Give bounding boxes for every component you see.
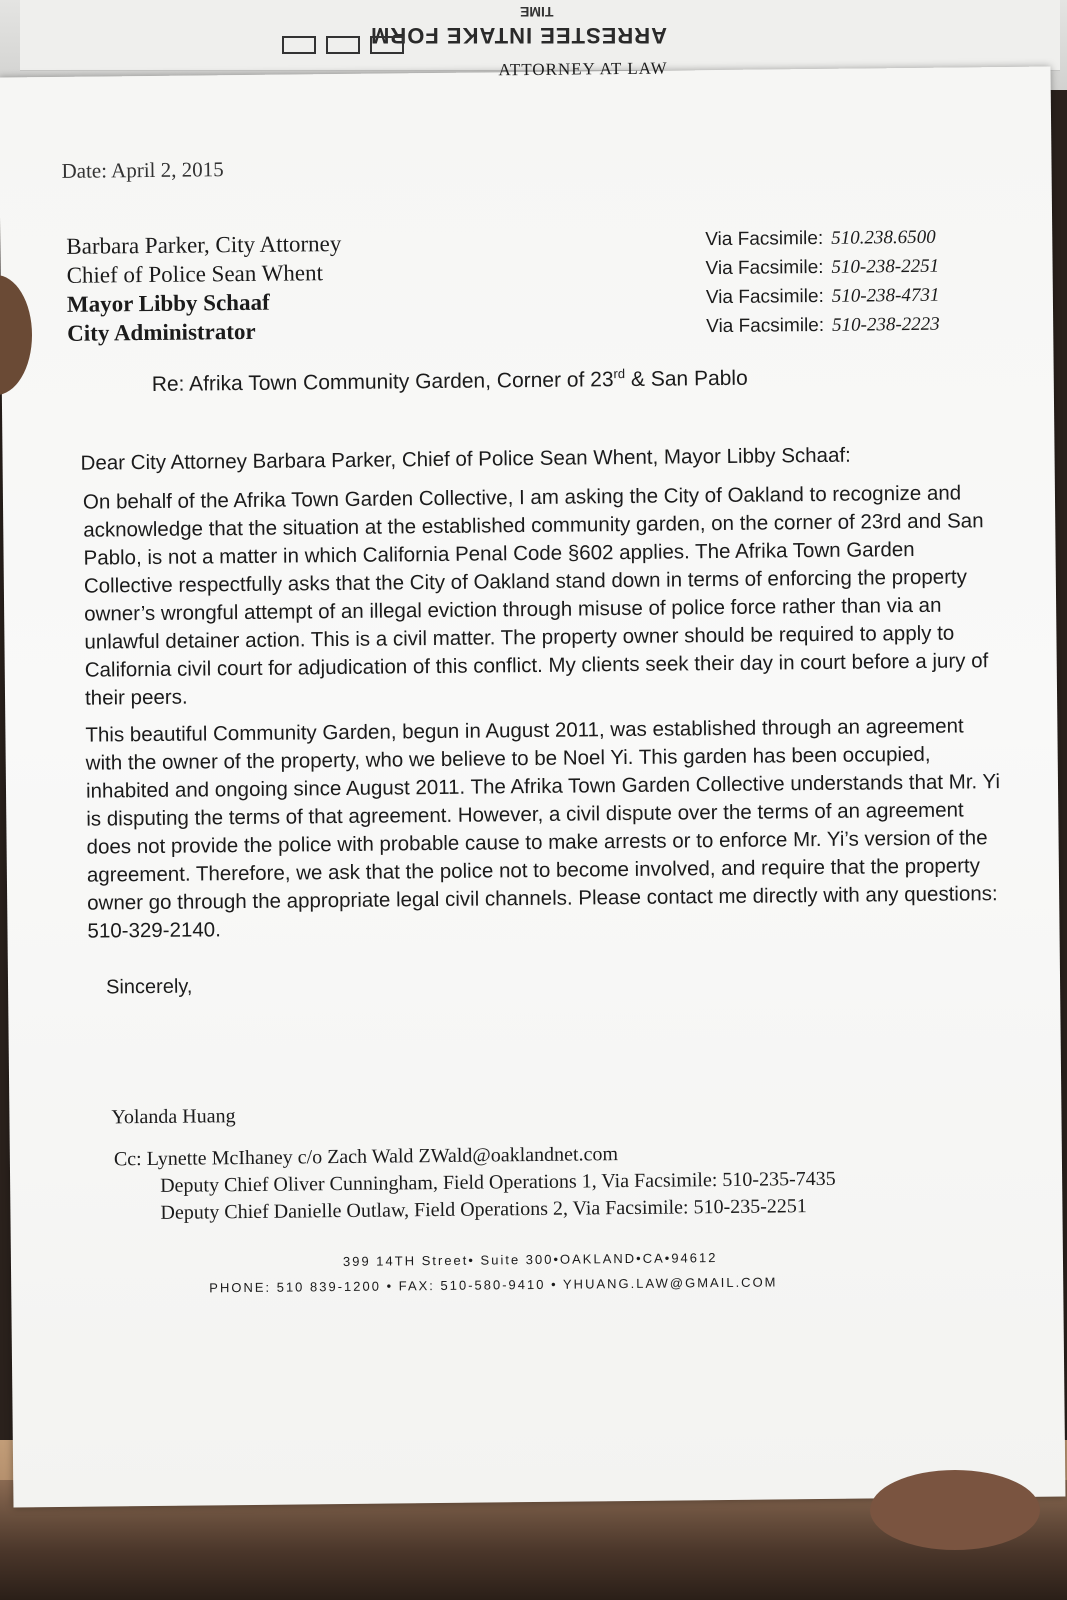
fax-number: 510-238-2251 (831, 255, 940, 278)
recipient-name: Barbara Parker, City Attorney (66, 230, 342, 259)
body-paragraph-2: This beautiful Community Garden, begun in August 2011, was established through an agreement with the owner of the property, who we believe to be Noel Yi. This garden has been occupied, inhabited and ongoing since August 2011. The Afrika Town Garden Collective understands that Mr. Yi is disputing the terms of that agreement. However, a civil dispute over the terms of an agreement does not provide the police with probable cause to make arrests or to enforce Mr. Yi’s version of the agreement. Therefore, we ask that the police not to become involved, and require that the property owner go through the appropriate legal civil channels. Please contact me directly with any questions: 510-329-2140. (85, 714, 1001, 943)
fax-label: Via Facsimile: (705, 256, 824, 280)
cc-line: Cc: Lynette McIhaney c/o Zach Wald ZWald@oaklandnet.com (113, 1143, 619, 1171)
closing: Sincerely, (105, 975, 193, 999)
salutation: Dear City Attorney Barbara Parker, Chief of Police Sean Whent, Mayor Libby Schaaf: (80, 443, 851, 475)
holding-thumb (870, 1470, 1040, 1550)
footer-address: 399 14TH Street• Suite 300•OAKLAND•CA•94612 (342, 1250, 718, 1270)
cc-line: Deputy Chief Oliver Cunningham, Field Operations 1, Via Facsimile: 510-235-7435 (160, 1167, 836, 1197)
fax-number: 510-238-2223 (831, 313, 940, 336)
mirrored-time-label: TIME (520, 4, 554, 20)
fax-row (705, 223, 939, 254)
letterhead-title: ATTORNEY AT LAW (498, 58, 668, 80)
mirrored-form-title: ARRESTEE INTAKE FORM (370, 23, 668, 48)
body-paragraph-1: On behalf of the Afrika Town Garden Collective, I am asking the City of Oakland to recognize and acknowledge that the situation at the established community garden, on the corner of 23rd and San Pablo, is not a matter in which California Penal Code §602 applies. The Afrika Town Garden Collective respectfully asks that the City of Oakland stand down in terms of enforcing the property owner’s wrongful attempt of an illegal eviction through misuse of police force rather than via an unlawful detainer action. This is a civil matter. The property owner should be required to apply to California civil court for adjudication of this conflict. My clients seek their day in court before a jury of their peers. (82, 481, 989, 710)
form-checkbox (370, 36, 404, 54)
fax-label: Via Facsimile: (706, 314, 825, 338)
signer-name: Yolanda Huang (111, 1105, 236, 1129)
cc-line: Deputy Chief Danielle Outlaw, Field Operations 2, Via Facsimile: 510-235-2251 (160, 1195, 807, 1224)
form-checkbox (282, 36, 316, 54)
letter-page (0, 58, 1065, 1508)
fax-number: 510-238-4731 (831, 284, 940, 307)
fax-label: Via Facsimile: (705, 285, 824, 309)
fax-row (706, 310, 940, 341)
subject-superscript: rd (613, 366, 626, 382)
letter-date: Date: April 2, 2015 (61, 157, 224, 183)
subject-line (152, 365, 748, 397)
subject-suffix: & San Pablo (625, 366, 748, 392)
fax-row (705, 252, 939, 283)
recipient-name: Mayor Libby Schaaf (66, 289, 270, 317)
footer-contact: PHONE: 510 839-1200 • FAX: 510-580-9410 • YHUANG.LAW@GMAIL.COM (209, 1274, 778, 1296)
recipient-name: City Administrator (67, 318, 256, 346)
fax-number: 510.238.6500 (831, 226, 936, 249)
fax-list (705, 223, 940, 341)
recipient-name: Chief of Police Sean Whent (66, 260, 324, 288)
fax-label: Via Facsimile: (705, 227, 824, 251)
cc-list (114, 1139, 836, 1228)
recipient-list (66, 229, 342, 348)
subject-prefix: Re: Afrika Town Community Garden, Corner of 23 (151, 368, 614, 396)
form-checkboxes (282, 36, 404, 54)
fax-row (706, 281, 940, 312)
form-checkbox (326, 36, 360, 54)
